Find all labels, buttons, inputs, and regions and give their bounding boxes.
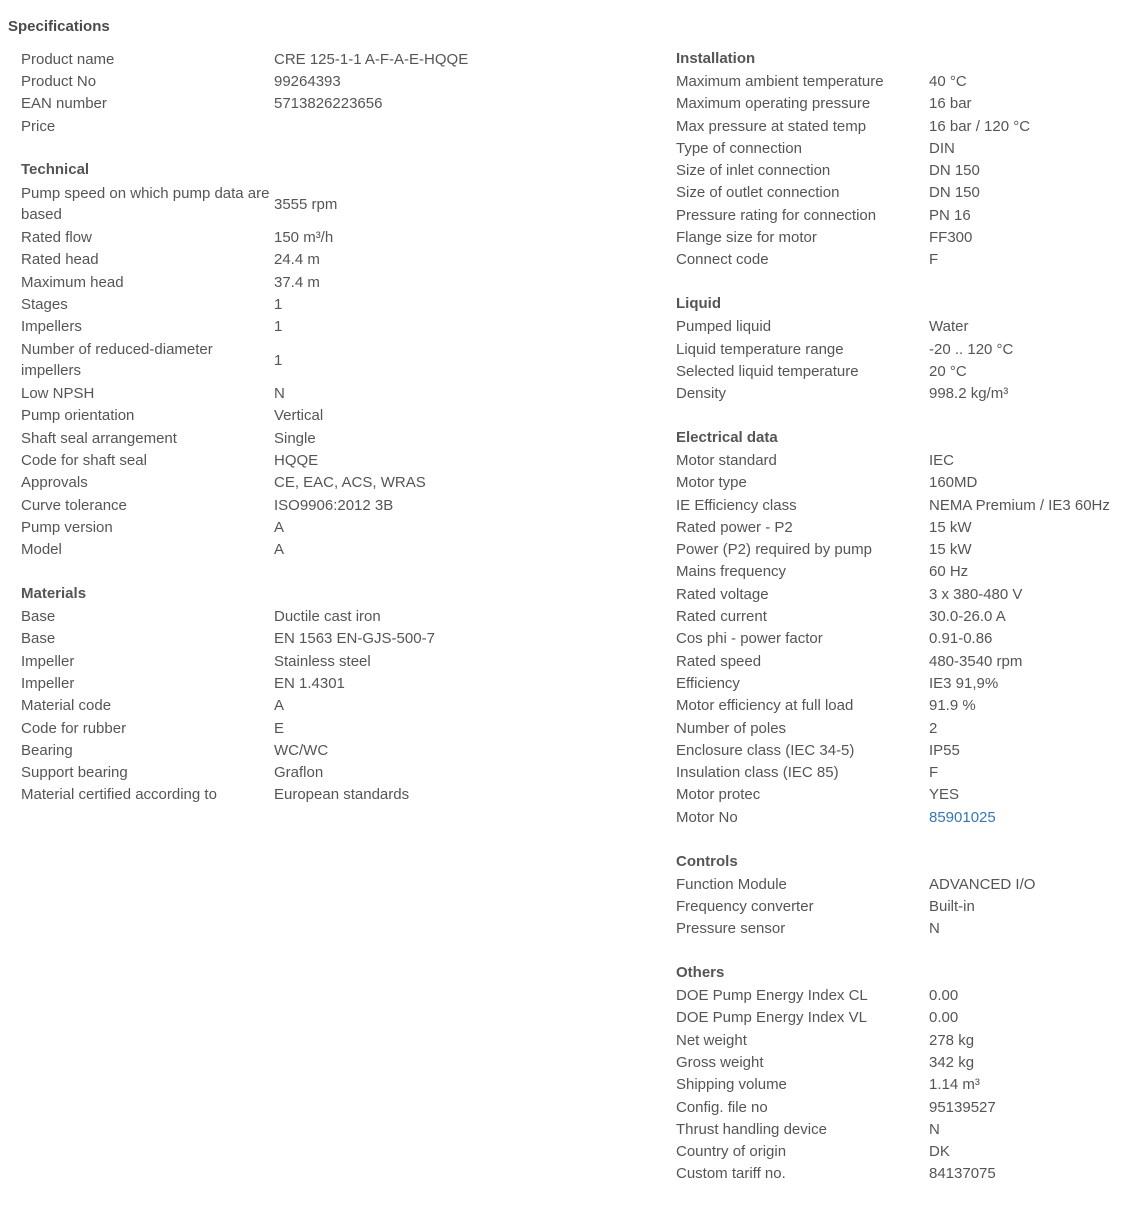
spec-value: 99264393 [274, 72, 341, 90]
spec-value: 24.4 m [274, 251, 320, 269]
spec-row-model [21, 539, 541, 561]
spec-row-size-of-inlet-connection [676, 159, 1116, 181]
spec-value: 37.4 m [274, 273, 320, 291]
spec-row-shaft-seal-arrangement [21, 427, 541, 449]
spec-label: DOE Pump Energy Index VL [676, 1009, 867, 1027]
spec-row-pressure-rating-for-connection [676, 204, 1116, 226]
spec-value: N [929, 920, 940, 938]
spec-row-material-certified-according-to [21, 784, 541, 806]
spec-value: 1 [274, 318, 283, 336]
spec-value: IE3 91,9% [929, 674, 999, 692]
spec-row-thrust-handling-device [676, 1118, 1116, 1140]
spec-label: Net weight [676, 1031, 747, 1049]
spec-row-country-of-origin [676, 1141, 1116, 1163]
spec-label: Efficiency [676, 674, 740, 692]
spec-row-rated-flow [21, 226, 541, 248]
spec-label: Impeller [21, 652, 75, 670]
spec-row-gross-weight [676, 1051, 1116, 1073]
spec-label: Motor protec [676, 786, 761, 804]
spec-value: 160MD [929, 474, 978, 492]
spec-value: FF300 [929, 229, 973, 247]
spec-row-config-file-no [676, 1096, 1116, 1118]
spec-label: Stages [21, 295, 68, 313]
spec-label: DOE Pump Energy Index CL [676, 987, 868, 1005]
spec-row-base [21, 628, 541, 650]
spec-value: IP55 [929, 741, 960, 759]
spec-value: 0.91-0.86 [929, 630, 993, 648]
spec-value: CRE 125-1-1 A-F-A-E-HQQE [274, 50, 469, 68]
spec-value: 95139527 [929, 1098, 996, 1116]
spec-value: PN 16 [929, 206, 971, 224]
spec-value: IEC [929, 451, 955, 469]
spec-row-size-of-outlet-connection [676, 182, 1116, 204]
spec-row-pump-speed-on-which-pump-data-are-based [21, 182, 541, 227]
spec-row-product-no [21, 70, 541, 92]
spec-value: 278 kg [929, 1031, 975, 1049]
spec-value: 150 m³/h [274, 229, 334, 247]
spec-row-material-code [21, 695, 541, 717]
spec-label: Connect code [676, 251, 769, 269]
section-product [21, 48, 541, 137]
spec-value: 998.2 kg/m³ [929, 385, 1009, 403]
spec-value: DIN [929, 139, 955, 157]
spec-row-stages [21, 293, 541, 315]
spec-label: Pumped liquid [676, 318, 772, 336]
section-title: Others [676, 964, 725, 982]
spec-row-price [21, 115, 541, 137]
spec-label: Flange size for motor [676, 229, 817, 247]
spec-label: Frequency converter [676, 897, 814, 915]
spec-row-function-module [676, 873, 1116, 895]
spec-row-net-weight [676, 1029, 1116, 1051]
spec-row-density [676, 382, 1116, 404]
spec-label: Pump speed on which pump data are based [21, 185, 270, 224]
spec-row-ean-number [21, 93, 541, 115]
spec-value: NEMA Premium / IE3 60Hz [929, 496, 1110, 514]
spec-label: Bearing [21, 741, 73, 759]
spec-row-rated-speed [676, 650, 1116, 672]
spec-row-custom-tariff-no [676, 1163, 1116, 1185]
spec-value: 16 bar [929, 95, 972, 113]
spec-label: Function Module [676, 875, 787, 893]
spec-row-motor-protec [676, 784, 1116, 806]
motor-no-link[interactable]: 85901025 [929, 808, 996, 826]
spec-row-doe-pump-energy-index-vl [676, 1007, 1116, 1029]
spec-value: YES [929, 786, 960, 804]
spec-row-frequency-converter [676, 895, 1116, 917]
spec-label: Curve tolerance [21, 496, 127, 514]
spec-label: Pump orientation [21, 407, 135, 425]
spec-value: 1 [274, 351, 283, 369]
spec-value: -20 .. 120 °C [929, 340, 1014, 358]
spec-value: 40 °C [929, 72, 967, 90]
spec-row-maximum-ambient-temperature [676, 70, 1116, 92]
spec-row-max-pressure-at-stated-temp [676, 115, 1116, 137]
spec-row-liquid-temperature-range [676, 338, 1116, 360]
spec-value: ISO9906:2012 3B [274, 496, 394, 514]
spec-label: Country of origin [676, 1143, 787, 1161]
spec-row-motor-standard [676, 449, 1116, 471]
spec-label: Approvals [21, 474, 88, 492]
spec-value: N [929, 1120, 940, 1138]
spec-row-power-p2-required-by-pump [676, 539, 1116, 561]
spec-label: Rated speed [676, 652, 762, 670]
spec-row-number-of-poles [676, 717, 1116, 739]
spec-label: Pump version [21, 518, 113, 536]
spec-row-number-of-reduced-diameter-impellers [21, 338, 541, 383]
spec-row-code-for-shaft-seal [21, 449, 541, 471]
spec-label: Config. file no [676, 1098, 768, 1116]
spec-row-rated-voltage [676, 583, 1116, 605]
spec-row-insulation-class-iec-85 [676, 762, 1116, 784]
spec-row-bearing [21, 739, 541, 761]
spec-label: Selected liquid temperature [676, 362, 859, 380]
spec-row-rated-current [676, 605, 1116, 627]
spec-value: Stainless steel [274, 652, 371, 670]
spec-label: Power (P2) required by pump [676, 541, 872, 559]
specifications-left-column [21, 48, 541, 828]
spec-value: 20 °C [929, 362, 967, 380]
page-title: Specifications [8, 18, 110, 35]
spec-value: ADVANCED I/O [929, 875, 1036, 893]
spec-value: 2 [929, 719, 938, 737]
spec-row-approvals [21, 472, 541, 494]
spec-value: 5713826223656 [274, 95, 383, 113]
spec-label: Impeller [21, 674, 75, 692]
spec-row-impeller [21, 650, 541, 672]
spec-row-rated-head [21, 249, 541, 271]
section-materials [21, 583, 541, 806]
spec-value: WC/WC [274, 741, 329, 759]
spec-value: F [929, 251, 939, 269]
spec-row-type-of-connection [676, 137, 1116, 159]
spec-label: Number of poles [676, 719, 787, 737]
spec-row-pump-orientation [21, 405, 541, 427]
spec-label: Product No [21, 72, 97, 90]
spec-value: 3 x 380-480 V [929, 585, 1023, 603]
spec-label: Material code [21, 697, 112, 715]
spec-value: 1.14 m³ [929, 1076, 980, 1094]
spec-value: Graflon [274, 764, 324, 782]
spec-label: Impellers [21, 318, 82, 336]
spec-label: Shipping volume [676, 1076, 787, 1094]
spec-value: 84137075 [929, 1165, 996, 1183]
spec-value: 3555 rpm [274, 195, 338, 213]
spec-label: Type of connection [676, 139, 802, 157]
spec-row-selected-liquid-temperature [676, 360, 1116, 382]
spec-row-enclosure-class-iec-34-5 [676, 739, 1116, 761]
spec-row-code-for-rubber [21, 717, 541, 739]
spec-row-doe-pump-energy-index-cl [676, 984, 1116, 1006]
spec-value: E [274, 719, 285, 737]
spec-value: 30.0-26.0 A [929, 608, 1006, 626]
spec-row-pump-version [21, 516, 541, 538]
spec-value: 60 Hz [929, 563, 969, 581]
spec-label: IE Efficiency class [676, 496, 797, 514]
spec-label: Product name [21, 50, 115, 68]
spec-label: Cos phi - power factor [676, 630, 823, 648]
section-title: Electrical data [676, 429, 778, 447]
spec-row-connect-code [676, 249, 1116, 271]
spec-row-mains-frequency [676, 561, 1116, 583]
spec-value: 16 bar / 120 °C [929, 117, 1031, 135]
spec-value: Ductile cast iron [274, 608, 381, 626]
section-title: Controls [676, 852, 738, 870]
spec-label: Number of reduced-diameter impellers [21, 341, 213, 380]
spec-row-pressure-sensor [676, 918, 1116, 940]
spec-value: DK [929, 1143, 950, 1161]
spec-value [929, 807, 1116, 828]
spec-value: 1 [274, 295, 283, 313]
section-title: Liquid [676, 295, 721, 313]
spec-label: Support bearing [21, 764, 128, 782]
spec-value: Vertical [274, 407, 324, 425]
spec-row-cos-phi-power-factor [676, 628, 1116, 650]
spec-value: DN 150 [929, 184, 980, 202]
spec-label: Pressure rating for connection [676, 206, 877, 224]
spec-row-flange-size-for-motor [676, 226, 1116, 248]
spec-label: Custom tariff no. [676, 1165, 786, 1183]
section-liquid [676, 293, 1116, 404]
spec-label: Rated head [21, 251, 99, 269]
section-technical [21, 159, 541, 560]
spec-label: Base [21, 630, 56, 648]
spec-row-ie-efficiency-class [676, 494, 1116, 516]
spec-row-rated-power-p2 [676, 516, 1116, 538]
spec-label: Max pressure at stated temp [676, 117, 867, 135]
spec-label: Rated power - P2 [676, 518, 793, 536]
spec-value: 342 kg [929, 1054, 975, 1071]
spec-label: Rated flow [21, 229, 92, 247]
spec-value: Single [274, 429, 316, 447]
spec-value: 480-3540 rpm [929, 652, 1023, 670]
spec-row-support-bearing [21, 762, 541, 784]
spec-value: 15 kW [929, 518, 972, 536]
spec-label: Size of outlet connection [676, 184, 840, 202]
spec-label: Model [21, 541, 62, 559]
section-others [676, 962, 1116, 1185]
spec-label: Thrust handling device [676, 1120, 827, 1138]
spec-row-curve-tolerance [21, 494, 541, 516]
spec-value: 91.9 % [929, 697, 976, 715]
spec-label: Maximum head [21, 273, 124, 291]
spec-label: Motor type [676, 474, 747, 492]
section-title: Materials [21, 585, 87, 603]
spec-row-maximum-operating-pressure [676, 93, 1116, 115]
section-controls [676, 851, 1116, 940]
spec-label: Mains frequency [676, 563, 787, 581]
spec-row-shipping-volume [676, 1074, 1116, 1096]
spec-label: Maximum operating pressure [676, 95, 871, 113]
spec-value: EN 1.4301 [274, 674, 345, 692]
section-title: Technical [21, 161, 90, 179]
spec-value: 0.00 [929, 987, 959, 1005]
spec-value: 0.00 [929, 1009, 959, 1027]
spec-label: Insulation class (IEC 85) [676, 764, 839, 782]
spec-label: Shaft seal arrangement [21, 429, 177, 447]
spec-label: Rated current [676, 608, 767, 626]
spec-label: Density [676, 385, 727, 403]
spec-row-motor-type [676, 472, 1116, 494]
spec-label: Maximum ambient temperature [676, 72, 884, 90]
spec-label: Code for shaft seal [21, 451, 147, 469]
spec-value: European standards [274, 786, 410, 804]
spec-value: DN 150 [929, 162, 980, 180]
spec-value: A [274, 518, 285, 536]
spec-value: CE, EAC, ACS, WRAS [274, 474, 426, 492]
spec-label: Material certified according to [21, 786, 217, 804]
spec-row-product-name [21, 48, 541, 70]
spec-row-motor-efficiency-at-full-load [676, 695, 1116, 717]
spec-value: EN 1563 EN-GJS-500-7 [274, 630, 435, 648]
spec-row-pumped-liquid [676, 316, 1116, 338]
spec-value: Built-in [929, 897, 975, 915]
specifications-right-column [676, 48, 1116, 1207]
spec-label: Enclosure class (IEC 34-5) [676, 741, 855, 759]
spec-label: EAN number [21, 95, 107, 113]
spec-row-base [21, 605, 541, 627]
spec-label: Price [21, 117, 56, 135]
spec-label: Liquid temperature range [676, 340, 844, 358]
spec-value: 15 kW [929, 541, 972, 559]
spec-row-motor-no [676, 806, 1116, 828]
section-electrical-data [676, 427, 1116, 828]
spec-label: Motor standard [676, 451, 777, 469]
spec-value: Water [929, 318, 969, 336]
spec-label: Motor No [676, 808, 738, 826]
section-title: Installation [676, 50, 756, 67]
spec-label: Low NPSH [21, 385, 95, 403]
spec-value: F [929, 764, 939, 782]
section-installation [676, 48, 1116, 271]
spec-row-maximum-head [21, 271, 541, 293]
spec-label: Size of inlet connection [676, 162, 831, 180]
spec-value: HQQE [274, 451, 319, 469]
spec-row-low-npsh [21, 382, 541, 404]
spec-row-impeller [21, 672, 541, 694]
spec-label: Rated voltage [676, 585, 769, 603]
spec-label: Gross weight [676, 1054, 764, 1071]
spec-value: A [274, 697, 285, 715]
spec-label: Pressure sensor [676, 920, 786, 938]
spec-label: Motor efficiency at full load [676, 697, 854, 715]
spec-label: Code for rubber [21, 719, 127, 737]
spec-row-efficiency [676, 672, 1116, 694]
spec-value: A [274, 541, 285, 559]
spec-row-impellers [21, 316, 541, 338]
spec-value: N [274, 385, 285, 403]
spec-label: Base [21, 608, 56, 626]
